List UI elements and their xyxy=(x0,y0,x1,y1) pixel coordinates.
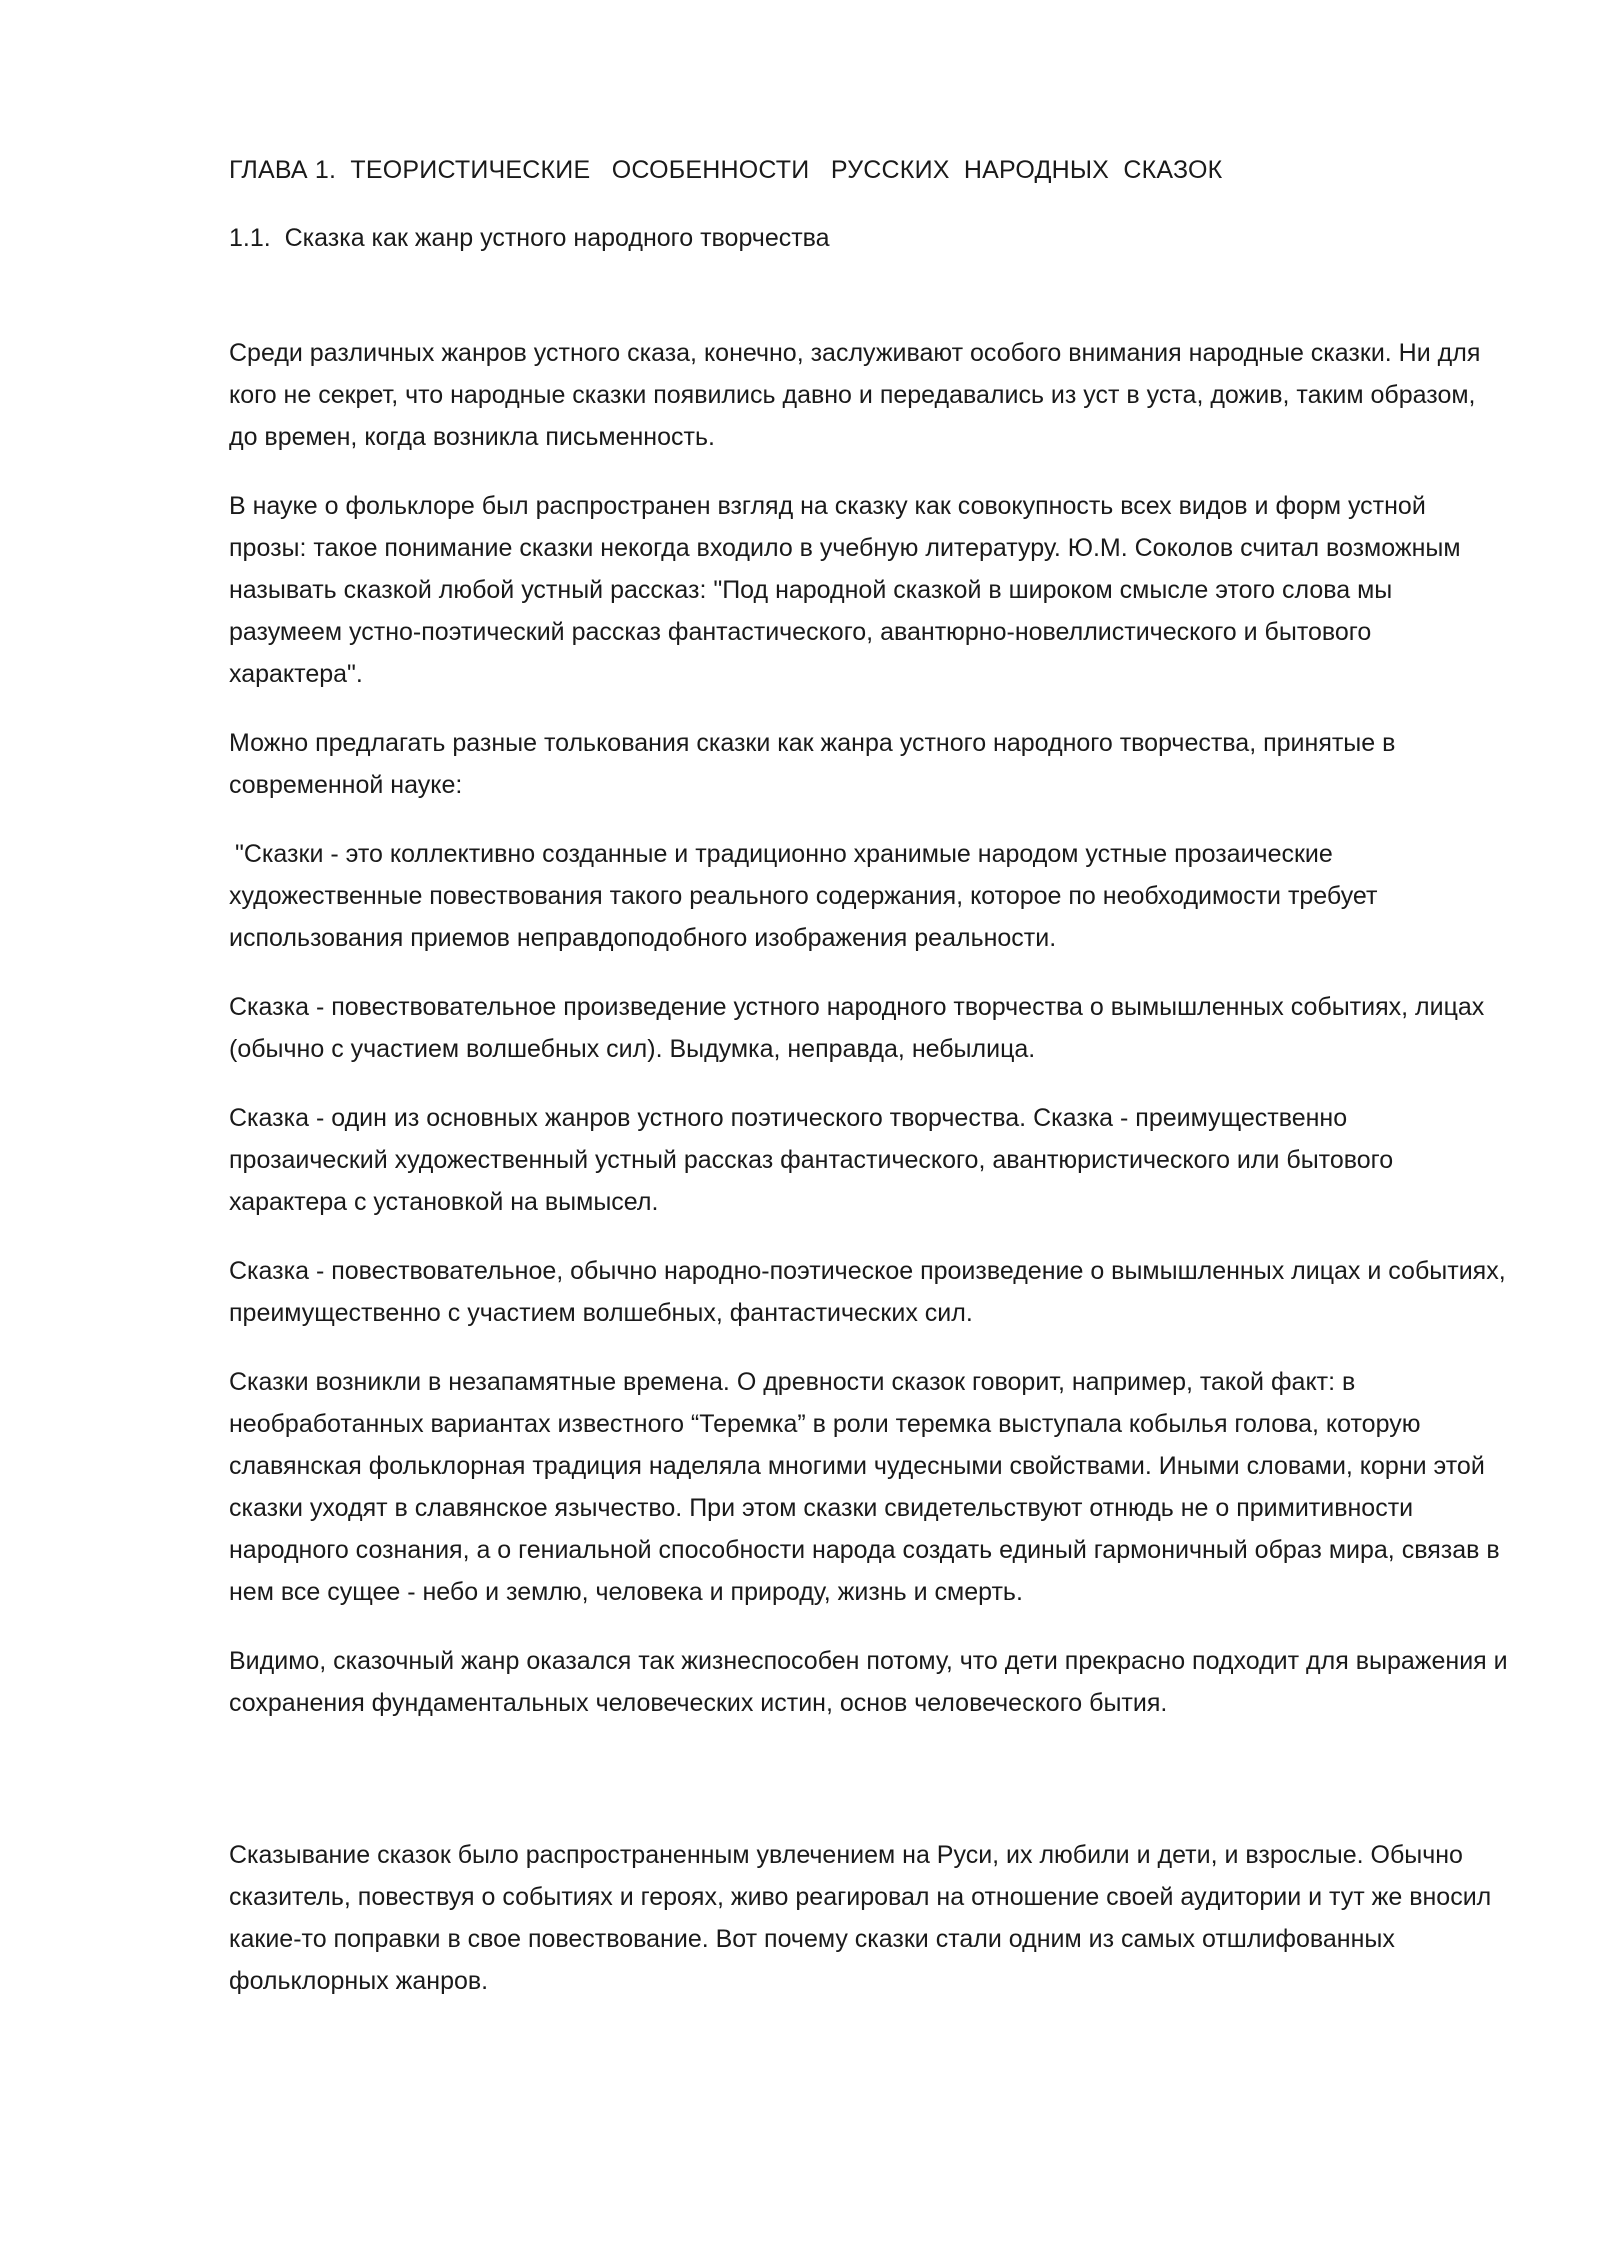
paragraph-2: В науке о фольклоре был распространен взгляд на сказку как совокупность всех видов и форм устной прозы: такое понимание сказки некогда входило в учебную литературу. Ю.М. Соколов считал возможным называть сказкой любой устный рассказ: "Под народной сказкой в широком смысле этого слова мы разумеем устно-поэтический рассказ фантастического, авантюрно-новеллистического и бытового характера". xyxy=(229,492,1461,688)
chapter-title: ГЛАВА 1. ТЕОРИСТИЧЕСКИЕ ОСОБЕННОСТИ РУССКИХ НАРОДНЫХ СКАЗОК xyxy=(229,156,1223,184)
paragraph-10: Сказывание сказок было распространенным увлечением на Руси, их любили и дети, и взрослые. Обычно сказитель, повествуя о событиях и героях, живо реагировал на отношение своей аудитории и тут же вносил какие-то поправки в свое повествование. Вот почему сказки стали одним из самых отшлифованных фольклорных жанров. xyxy=(229,1841,1492,1995)
paragraph-6: Сказка - один из основных жанров устного поэтического творчества. Сказка - преимущественно прозаический художественный устный рассказ фантастического, авантюристического или бытового характера с установкой на вымысел. xyxy=(229,1104,1394,1216)
section-title: 1.1. Сказка как жанр устного народного творчества xyxy=(229,224,830,252)
document-body xyxy=(229,150,1509,2002)
paragraph-1: Среди различных жанров устного сказа, конечно, заслуживают особого внимания народные сказки. Ни для кого не секрет, что народные сказки появились давно и передавались из уст в уста, дожив, таким образом, до времен, когда возникла письменность. xyxy=(229,339,1481,451)
paragraph-7: Сказка - повествовательное, обычно народно-поэтическое произведение о вымышленных лицах и событиях, преимущественно с участием волшебных, фантастических сил. xyxy=(229,1257,1506,1327)
paragraph-3: Можно предлагать разные толькования сказки как жанра устного народного творчества, принятые в современной науке: xyxy=(229,729,1396,799)
paragraph-8: Сказки возникли в незапамятные времена. О древности сказок говорит, например, такой факт: в необработанных вариантах известного “Теремка” в роли теремка выступала кобылья голова, которую славянская фольклорная традиция наделяла многими чудесными свойствами. Иными словами, корни этой сказки уходят в славянское язычество. При этом сказки свидетельствуют отнюдь не о примитивности народного сознания, а о гениальной способности народа создать единый гармоничный образ мира, связав в нем все сущее - небо и землю, человека и природу, жизнь и смерть. xyxy=(229,1368,1500,1606)
paragraph-9: Видимо, сказочный жанр оказался так жизнеспособен потому, что дети прекрасно подходит для выражения и сохранения фундаментальных человеческих истин, основ человеческого бытия. xyxy=(229,1647,1508,1717)
paragraph-5: Сказка - повествовательное произведение устного народного творчества о вымышленных событиях, лицах (обычно с участием волшебных сил). Выдумка, неправда, небылица. xyxy=(229,993,1485,1063)
paragraph-4-quote: "Сказки - это коллективно созданные и традиционно хранимые народом устные прозаические художественные повествования такого реального содержания, которое по необходимости требует использования приемов неправдоподобного изображения реальности. xyxy=(229,840,1378,952)
